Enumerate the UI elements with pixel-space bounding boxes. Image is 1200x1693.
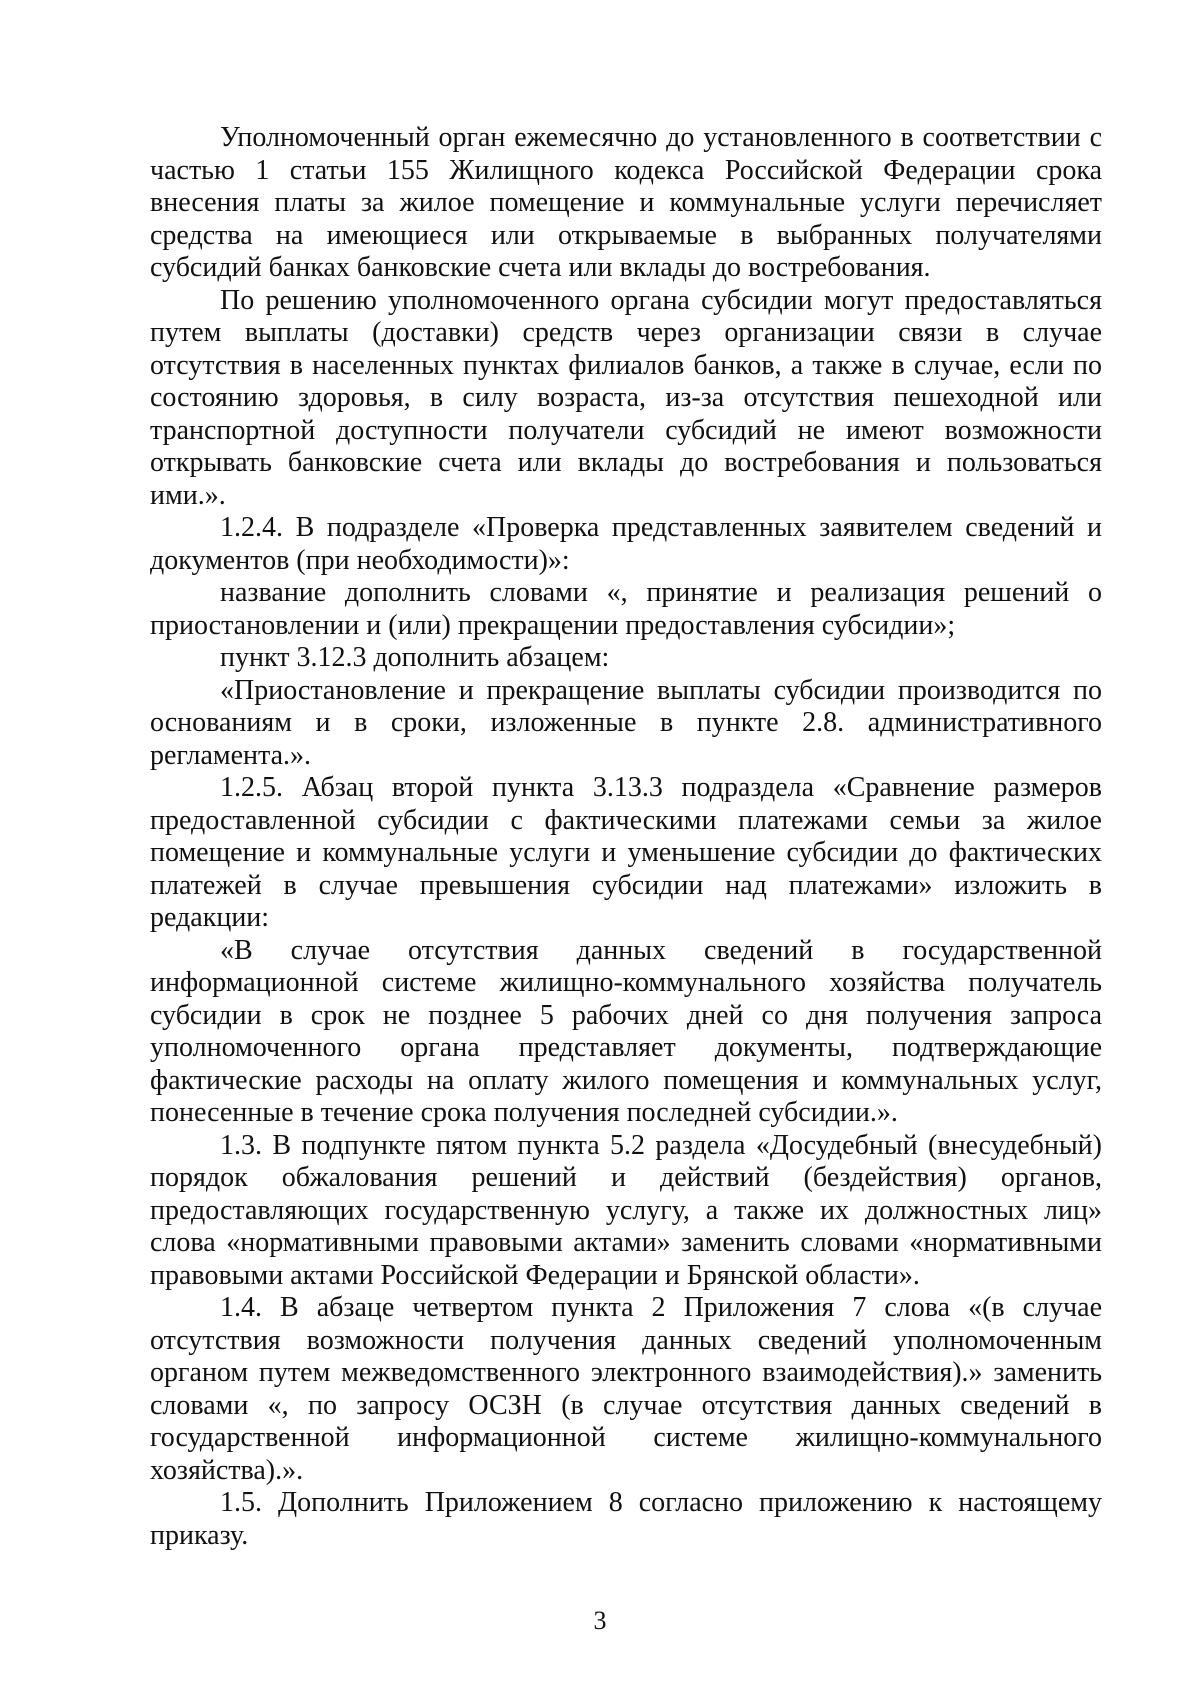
page-number: 3	[593, 1606, 607, 1635]
paragraph: название дополнить словами «, принятие и реализация решений о приостановлении и (или) прекращении предоставления субсидии»;	[150, 577, 1102, 641]
document-body	[150, 122, 1102, 1552]
paragraph: 1.5. Дополнить Приложением 8 согласно приложению к настоящему приказу.	[150, 1487, 1102, 1551]
paragraph: 1.2.4. В подразделе «Проверка представленных заявителем сведений и документов (при необходимости)»:	[150, 512, 1102, 576]
paragraph: Уполномоченный орган ежемесячно до установленного в соответствии с частью 1 статьи 155 Жилищного кодекса Российской Федерации срока внесения платы за жилое помещение и коммунальные услуги перечисляет средства на имеющиеся или открываемые в выбранных получателями субсидий банках банковские счета или вклады до востребования.	[150, 122, 1102, 283]
paragraph: пункт 3.12.3 дополнить абзацем:	[220, 642, 610, 673]
paragraph: «В случае отсутствия данных сведений в государственной информационной системе жилищно-коммунального хозяйства получатель субсидии в срок не позднее 5 рабочих дней со дня получения запроса уполномоченного органа представляет документы, подтверждающие фактические расходы на оплату жилого помещения и коммунальных услуг, понесенные в течение срока получения последней субсидии.».	[150, 934, 1102, 1128]
paragraph: По решению уполномоченного органа субсидии могут предоставляться путем выплаты (доставки) средств через организации связи в случае отсутствия в населенных пунктах филиалов банков, а также в случае, если по состоянию здоровья, в силу возраста, из-за отсутствия пешеходной или транспортной доступности получатели субсидий не имеют возможности открывать банковские счета или вклады до востребования и пользоваться ими.».	[150, 284, 1102, 511]
paragraph: 1.3. В подпункте пятом пункта 5.2 раздела «Досудебный (внесудебный) порядок обжалования решений и действий (бездействия) органов, предоставляющих государственную услугу, а также их должностных лиц» слова «нормативными правовыми актами» заменить словами «нормативными правовыми актами Российской Федерации и Брянской области».	[150, 1129, 1102, 1291]
paragraph: 1.4. В абзаце четвертом пункта 2 Приложения 7 слова «(в случае отсутствия возможности получения данных сведений уполномоченным органом путем межведомственного электронного взаимодействия).» заменить словами «, по запросу ОСЗН (в случае отсутствия данных сведений в государственной информационной системе жилищно-коммунального хозяйства).».	[150, 1292, 1102, 1486]
paragraph: 1.2.5. Абзац второй пункта 3.13.3 подраздела «Сравнение размеров предоставленной субсидии с фактическими платежами семьи за жилое помещение и коммунальные услуги и уменьшение субсидии до фактических платежей в случае превышения субсидии над платежами» изложить в редакции:	[150, 772, 1102, 933]
paragraph: «Приостановление и прекращение выплаты субсидии производится по основаниям и в сроки, изложенные в пункте 2.8. административного регламента.».	[150, 674, 1102, 771]
